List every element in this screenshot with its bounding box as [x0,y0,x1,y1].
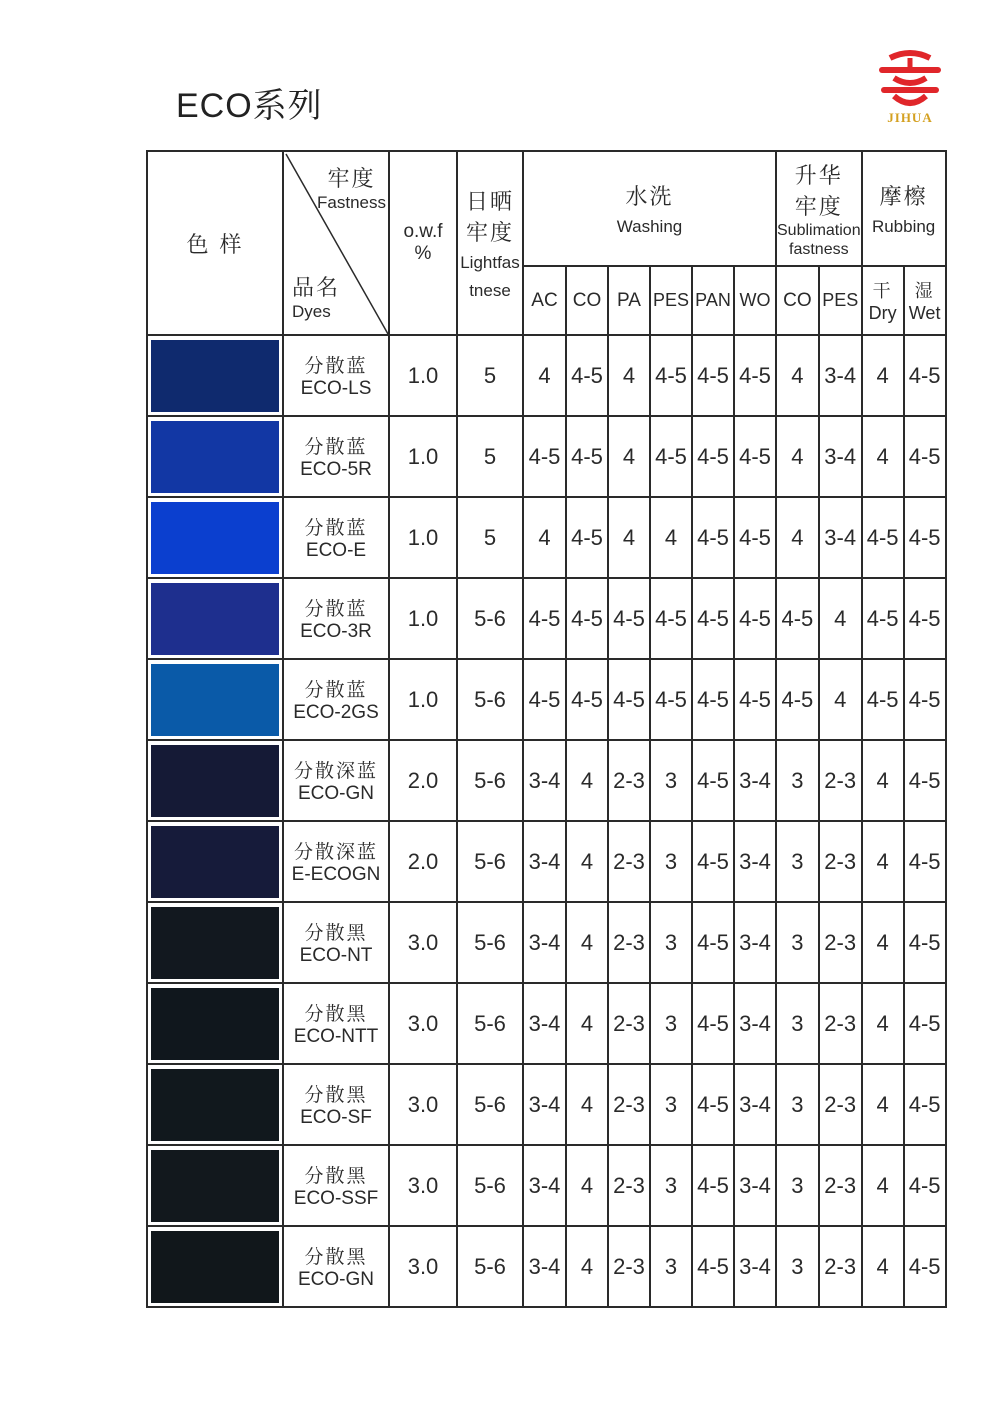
rubbing-wet-value: 4-5 [904,497,946,578]
sublimation-pes-value: 2-3 [819,902,862,983]
washing-co-value: 4-5 [566,416,608,497]
sublimation-pes-value: 4 [819,659,862,740]
washing-wo-value: 4-5 [734,497,776,578]
owf-value: 3.0 [389,902,457,983]
washing-pes-value: 4 [650,497,692,578]
washing-wo-value: 3-4 [734,1226,776,1307]
washing-wo-value: 3-4 [734,1145,776,1226]
dye-name-cell [283,578,389,659]
washing-pes-value: 3 [650,1145,692,1226]
owf-value: 1.0 [389,335,457,416]
rubbing-wet-value: 4-5 [904,416,946,497]
sublimation-pes-value: 3-4 [819,497,862,578]
dye-code: ECO-GN [298,783,374,804]
dye-name-cell [283,497,389,578]
owf-value: 1.0 [389,659,457,740]
table-row [147,902,946,983]
owf-value: 2.0 [389,740,457,821]
dye-code: ECO-NT [299,945,373,966]
washing-pan-value: 4-5 [692,659,734,740]
table-row [147,983,946,1064]
table-row [147,335,946,416]
lightfastness-value: 5 [457,335,523,416]
fastness-table [146,150,947,1308]
dye-code: E-ECOGN [291,864,381,885]
dye-name-cell [283,821,389,902]
rubbing-dry-header: 干 Dry [862,266,904,335]
dye-name-cn: 分散蓝 [304,436,368,458]
color-swatch [151,907,279,979]
color-swatch-cell [147,1226,283,1307]
fastness-en-label: Fastness [317,193,386,212]
washing-wo-value: 3-4 [734,902,776,983]
sublimation-co-value: 3 [776,821,819,902]
color-swatch [151,502,279,574]
owf-header: o.w.f % [389,151,457,335]
sublimation-pes-value: 2-3 [819,1064,862,1145]
sublimation-co-value: 4 [776,335,819,416]
washing-co-header: CO [566,266,608,335]
rubbing-dry-value: 4 [862,902,904,983]
lightfastness-value: 5-6 [457,902,523,983]
sublimation-co-value: 4 [776,497,819,578]
sublimation-header: 升华 牢度 Sublimation fastness [776,151,862,266]
lightfastness-value: 5 [457,497,523,578]
washing-pan-value: 4-5 [692,578,734,659]
washing-ac-value: 3-4 [523,1064,566,1145]
color-swatch-cell [147,497,283,578]
color-swatch [151,1150,279,1222]
dye-code: ECO-E [305,540,367,561]
lightfastness-header: 日晒 牢度 Lightfas tnese [457,151,523,335]
washing-pan-value: 4-5 [692,902,734,983]
sublimation-pes-value: 3-4 [819,335,862,416]
rubbing-wet-value: 4-5 [904,335,946,416]
table-row [147,659,946,740]
color-swatch [151,745,279,817]
dye-code: ECO-5R [300,459,372,480]
washing-pa-value: 2-3 [608,1145,650,1226]
color-swatch [151,826,279,898]
dye-code: ECO-2GS [293,702,379,723]
dye-name-cell [283,416,389,497]
washing-wo-value: 4-5 [734,335,776,416]
owf-value: 1.0 [389,497,457,578]
dye-code: ECO-SF [300,1107,372,1128]
washing-ac-value: 3-4 [523,902,566,983]
washing-header: 水洗 Washing [523,151,776,266]
color-swatch [151,583,279,655]
rubbing-dry-value: 4-5 [862,497,904,578]
lightfastness-value: 5-6 [457,578,523,659]
sublimation-co-value: 3 [776,902,819,983]
rubbing-dry-value: 4 [862,740,904,821]
dye-name-cn: 分散黑 [304,1165,368,1187]
owf-value: 2.0 [389,821,457,902]
washing-pa-value: 2-3 [608,1064,650,1145]
washing-ac-value: 3-4 [523,1226,566,1307]
washing-pa-value: 2-3 [608,1226,650,1307]
rubbing-wet-value: 4-5 [904,902,946,983]
color-swatch-cell [147,1145,283,1226]
sublimation-co-value: 3 [776,1226,819,1307]
rubbing-dry-value: 4 [862,821,904,902]
sublimation-co-header: CO [776,266,819,335]
washing-co-value: 4-5 [566,659,608,740]
dye-name-cn: 分散深蓝 [293,841,378,863]
washing-co-value: 4 [566,983,608,1064]
table-row [147,497,946,578]
washing-pan-value: 4-5 [692,497,734,578]
sublimation-pes-value: 4 [819,578,862,659]
rubbing-header: 摩檫 Rubbing [862,151,946,266]
washing-pan-header: PAN [692,266,734,335]
sublimation-pes-value: 2-3 [819,1145,862,1226]
table-row [147,416,946,497]
dye-name-cell [283,1064,389,1145]
sublimation-co-value: 3 [776,1064,819,1145]
color-swatch-cell [147,335,283,416]
lightfastness-value: 5-6 [457,659,523,740]
washing-pan-value: 4-5 [692,416,734,497]
rubbing-wet-value: 4-5 [904,821,946,902]
sublimation-co-value: 4 [776,416,819,497]
color-swatch-cell [147,578,283,659]
washing-pes-value: 3 [650,983,692,1064]
owf-value: 3.0 [389,983,457,1064]
sublimation-co-value: 3 [776,740,819,821]
page-title: ECO系列 [176,87,323,125]
fastness-cn-label: 牢度 [327,167,376,192]
washing-ac-value: 3-4 [523,1145,566,1226]
rubbing-dry-value: 4 [862,335,904,416]
washing-pes-value: 3 [650,821,692,902]
dye-code: ECO-GN [298,1269,374,1290]
sublimation-pes-value: 2-3 [819,740,862,821]
washing-pes-value: 3 [650,1064,692,1145]
washing-pa-value: 4 [608,335,650,416]
lightfastness-value: 5-6 [457,821,523,902]
dye-name-cn: 分散黑 [304,1003,368,1025]
washing-pan-value: 4-5 [692,335,734,416]
washing-co-value: 4 [566,821,608,902]
dye-name-cn: 分散蓝 [304,355,368,377]
dye-code: ECO-SSF [293,1188,379,1209]
washing-ac-header: AC [523,266,566,335]
washing-wo-value: 3-4 [734,821,776,902]
washing-ac-value: 3-4 [523,983,566,1064]
lightfastness-value: 5-6 [457,1145,523,1226]
color-swatch [151,421,279,493]
washing-pes-value: 3 [650,902,692,983]
rubbing-wet-value: 4-5 [904,983,946,1064]
table-row [147,1226,946,1307]
color-swatch-cell [147,902,283,983]
washing-pes-value: 4-5 [650,416,692,497]
washing-pa-value: 4 [608,416,650,497]
washing-ac-value: 4 [523,335,566,416]
sublimation-co-value: 3 [776,983,819,1064]
rubbing-dry-value: 4-5 [862,578,904,659]
owf-value: 3.0 [389,1226,457,1307]
lightfastness-value: 5-6 [457,983,523,1064]
lightfastness-value: 5-6 [457,1064,523,1145]
rubbing-wet-value: 4-5 [904,578,946,659]
washing-pes-value: 4-5 [650,659,692,740]
rubbing-wet-value: 4-5 [904,1226,946,1307]
table-row [147,740,946,821]
owf-value: 3.0 [389,1064,457,1145]
color-swatch-cell [147,740,283,821]
washing-pa-value: 4-5 [608,578,650,659]
dye-name-cell [283,1226,389,1307]
rubbing-dry-value: 4-5 [862,659,904,740]
sublimation-co-value: 4-5 [776,578,819,659]
fastness-dyes-header [283,151,389,335]
rubbing-dry-value: 4 [862,1226,904,1307]
owf-value: 3.0 [389,1145,457,1226]
washing-wo-value: 3-4 [734,1064,776,1145]
sublimation-pes-value: 2-3 [819,983,862,1064]
washing-pan-value: 4-5 [692,1145,734,1226]
rubbing-wet-value: 4-5 [904,1145,946,1226]
color-swatch [151,1069,279,1141]
rubbing-wet-value: 4-5 [904,1064,946,1145]
dye-code: ECO-LS [300,378,372,399]
washing-wo-value: 4-5 [734,659,776,740]
lightfastness-value: 5 [457,416,523,497]
washing-pes-value: 3 [650,1226,692,1307]
washing-co-value: 4 [566,740,608,821]
dye-name-cn: 分散蓝 [304,598,368,620]
washing-wo-value: 4-5 [734,578,776,659]
washing-wo-value: 3-4 [734,983,776,1064]
lightfastness-value: 5-6 [457,1226,523,1307]
washing-pan-value: 4-5 [692,740,734,821]
dye-name-cell [283,902,389,983]
washing-pa-value: 2-3 [608,740,650,821]
owf-value: 1.0 [389,416,457,497]
table-row [147,821,946,902]
washing-pa-value: 2-3 [608,821,650,902]
washing-ac-value: 4-5 [523,659,566,740]
sublimation-co-value: 3 [776,1145,819,1226]
owf-value: 1.0 [389,578,457,659]
washing-co-value: 4 [566,1064,608,1145]
washing-ac-value: 4-5 [523,416,566,497]
washing-co-value: 4-5 [566,497,608,578]
color-sample-header: 色 样 [147,151,283,335]
dye-name-cell [283,983,389,1064]
color-swatch [151,988,279,1060]
sublimation-pes-value: 2-3 [819,1226,862,1307]
washing-pa-value: 4-5 [608,659,650,740]
washing-wo-value: 4-5 [734,416,776,497]
color-swatch-cell [147,821,283,902]
washing-co-value: 4-5 [566,578,608,659]
washing-ac-value: 4-5 [523,578,566,659]
table-row [147,1064,946,1145]
washing-ac-value: 3-4 [523,821,566,902]
dyes-en-label: Dyes [292,302,331,321]
rubbing-wet-value: 4-5 [904,740,946,821]
lightfastness-value: 5-6 [457,740,523,821]
dye-name-cell [283,335,389,416]
sublimation-co-value: 4-5 [776,659,819,740]
sublimation-pes-header: PES [819,266,862,335]
color-swatch-cell [147,983,283,1064]
washing-pan-value: 4-5 [692,821,734,902]
dye-name-cn: 分散黑 [304,1246,368,1268]
color-swatch-cell [147,1064,283,1145]
dye-name-cn: 分散深蓝 [293,760,378,782]
rubbing-wet-header: 湿 Wet [904,266,946,335]
washing-pes-value: 4-5 [650,335,692,416]
washing-pa-header: PA [608,266,650,335]
washing-pa-value: 2-3 [608,983,650,1064]
dye-name-cell [283,740,389,821]
washing-wo-value: 3-4 [734,740,776,821]
dye-code: ECO-NTT [293,1026,379,1047]
washing-pes-value: 4-5 [650,578,692,659]
washing-pan-value: 4-5 [692,983,734,1064]
washing-pan-value: 4-5 [692,1226,734,1307]
washing-co-value: 4-5 [566,335,608,416]
dye-code: ECO-3R [300,621,372,642]
rubbing-wet-value: 4-5 [904,659,946,740]
washing-ac-value: 4 [523,497,566,578]
table-row [147,1145,946,1226]
dye-name-cn: 分散黑 [304,922,368,944]
dye-name-cn: 分散黑 [304,1084,368,1106]
dyes-cn-label: 品名 [292,276,341,301]
color-swatch [151,340,279,412]
washing-pes-value: 3 [650,740,692,821]
washing-co-value: 4 [566,902,608,983]
washing-pan-value: 4-5 [692,1064,734,1145]
sublimation-pes-value: 2-3 [819,821,862,902]
sublimation-pes-value: 3-4 [819,416,862,497]
jihua-logo [868,46,952,130]
dye-name-cell [283,659,389,740]
dye-name-cn: 分散蓝 [304,679,368,701]
washing-ac-value: 3-4 [523,740,566,821]
washing-pes-header: PES [650,266,692,335]
dye-name-cell [283,1145,389,1226]
washing-wo-header: WO [734,266,776,335]
rubbing-dry-value: 4 [862,983,904,1064]
table-row [147,578,946,659]
jihua-logo-mark [868,46,952,112]
dye-name-cn: 分散蓝 [304,517,368,539]
rubbing-dry-value: 4 [862,1064,904,1145]
logo-text: JIHUA [887,110,933,125]
washing-co-value: 4 [566,1226,608,1307]
washing-pa-value: 4 [608,497,650,578]
rubbing-dry-value: 4 [862,1145,904,1226]
washing-pa-value: 2-3 [608,902,650,983]
color-swatch [151,1231,279,1303]
washing-co-value: 4 [566,1145,608,1226]
color-swatch-cell [147,416,283,497]
color-swatch [151,664,279,736]
rubbing-dry-value: 4 [862,416,904,497]
color-swatch-cell [147,659,283,740]
